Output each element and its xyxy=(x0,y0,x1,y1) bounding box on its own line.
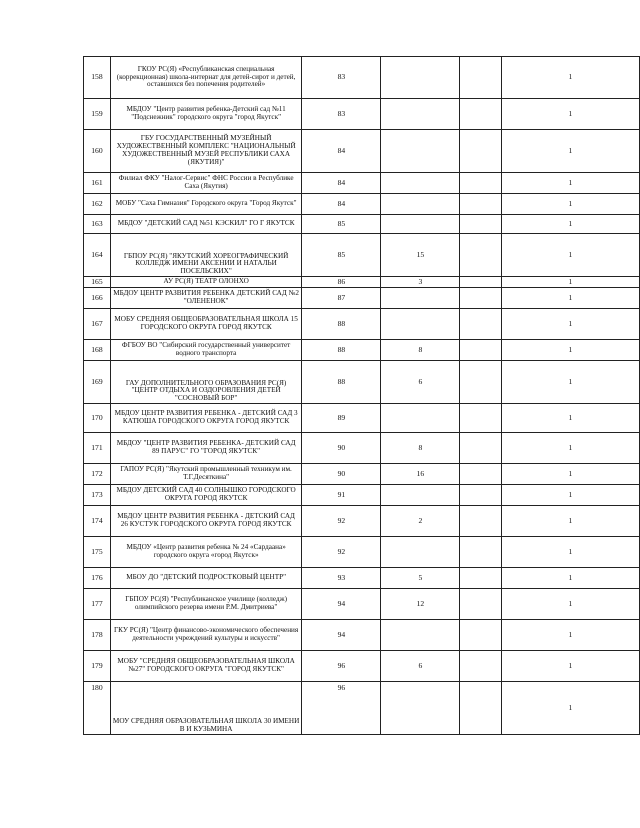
table-row xyxy=(84,277,640,288)
value-col-c xyxy=(460,485,501,506)
organization-name: МБОУ ДО "ДЕТСКИЙ ПОДРОСТКОВЫЙ ЦЕНТР" xyxy=(110,568,302,589)
table-row xyxy=(84,404,640,433)
organization-name: МБДОУ "ДЕТСКИЙ САД №51 КЭСКИЛ" ГО Г ЯКУТСК xyxy=(110,215,302,234)
value-col-a: 85 xyxy=(302,234,381,277)
value-col-d: 1 xyxy=(501,620,639,651)
value-col-b xyxy=(381,485,460,506)
table-row xyxy=(84,537,640,568)
value-col-a: 88 xyxy=(302,309,381,340)
value-col-c xyxy=(460,309,501,340)
value-col-b: 6 xyxy=(381,361,460,404)
value-col-a: 86 xyxy=(302,277,381,288)
value-col-d: 1 xyxy=(501,651,639,682)
row-number: 168 xyxy=(84,340,111,361)
table-row xyxy=(84,309,640,340)
row-number: 163 xyxy=(84,215,111,234)
value-col-a: 87 xyxy=(302,288,381,309)
row-number: 160 xyxy=(84,130,111,173)
organization-name: Филиал ФКУ "Налог-Сервис" ФНС России в Республике Саха (Якутия) xyxy=(110,173,302,194)
row-number: 179 xyxy=(84,651,111,682)
value-col-a: 93 xyxy=(302,568,381,589)
value-col-b xyxy=(381,215,460,234)
value-col-c xyxy=(460,651,501,682)
value-col-a: 84 xyxy=(302,194,381,215)
table-row xyxy=(84,288,640,309)
row-number: 176 xyxy=(84,568,111,589)
table-row xyxy=(84,589,640,620)
row-number: 173 xyxy=(84,485,111,506)
value-col-b: 5 xyxy=(381,568,460,589)
value-col-a: 83 xyxy=(302,57,381,99)
value-col-a: 91 xyxy=(302,485,381,506)
row-number: 174 xyxy=(84,506,111,537)
value-col-b xyxy=(381,194,460,215)
value-col-d: 1 xyxy=(501,433,639,464)
value-col-a: 92 xyxy=(302,537,381,568)
value-col-a: 88 xyxy=(302,361,381,404)
organization-name: МОБУ СРЕДНЯЯ ОБЩЕОБРАЗОВАТЕЛЬНАЯ ШКОЛА 15 ГОРОДСКОГО ОКРУГА ГОРОД ЯКУТСК xyxy=(110,309,302,340)
organization-name: ГБУ ГОСУДАРСТВЕННЫЙ МУЗЕЙНЫЙ ХУДОЖЕСТВЕННЫЙ КОМПЛЕКС "НАЦИОНАЛЬНЫЙ ХУДОЖЕСТВЕННЫЙ МУЗЕЙ РЕСПУБЛИКИ САХА (ЯКУТИЯ)" xyxy=(110,130,302,173)
row-number: 175 xyxy=(84,537,111,568)
row-number: 180 xyxy=(84,682,111,735)
value-col-a: 89 xyxy=(302,404,381,433)
value-col-d: 1 xyxy=(501,288,639,309)
value-col-c xyxy=(460,173,501,194)
table-row xyxy=(84,433,640,464)
value-col-c xyxy=(460,361,501,404)
table-row xyxy=(84,173,640,194)
value-col-a: 83 xyxy=(302,99,381,130)
organization-name: МОБУ "СРЕДНЯЯ ОБЩЕОБРАЗОВАТЕЛЬНАЯ ШКОЛА №27" ГОРОДСКОГО ОКРУГА "ГОРОД ЯКУТСК" xyxy=(110,651,302,682)
table-row xyxy=(84,57,640,99)
value-col-d: 1 xyxy=(501,173,639,194)
value-col-b xyxy=(381,682,460,735)
value-col-c xyxy=(460,130,501,173)
table-row xyxy=(84,651,640,682)
organization-name: ГКОУ РС(Я) «Республиканская специальная (коррекционная) школа-интернат для детей-сирот и детей, оставшихся без попечения родителей» xyxy=(110,57,302,99)
row-number: 172 xyxy=(84,464,111,485)
value-col-b xyxy=(381,620,460,651)
organization-name: МБДОУ ЦЕНТР РАЗВИТИЯ РЕБЕНКА - ДЕТСКИЙ САД 3 КАТЮША ГОРОДСКОГО ОКРУГА ГОРОД ЯКУТСК xyxy=(110,404,302,433)
value-col-b: 6 xyxy=(381,651,460,682)
value-col-b xyxy=(381,99,460,130)
row-number: 158 xyxy=(84,57,111,99)
row-number: 170 xyxy=(84,404,111,433)
value-col-c xyxy=(460,537,501,568)
value-col-b xyxy=(381,309,460,340)
table-row xyxy=(84,361,640,404)
organization-name: МБДОУ "ЦЕНТР РАЗВИТИЯ РЕБЕНКА- ДЕТСКИЙ САД 89 ПАРУС" ГО "ГОРОД ЯКУТСК" xyxy=(110,433,302,464)
value-col-b xyxy=(381,130,460,173)
value-col-b: 8 xyxy=(381,433,460,464)
organization-name: МБДОУ ЦЕНТР РАЗВИТИЯ РЕБЕНКА - ДЕТСКИЙ САД 26 КУСТУК ГОРОДСКОГО ОКРУГА ГОРОД ЯКУТСК xyxy=(110,506,302,537)
value-col-b xyxy=(381,173,460,194)
row-number: 164 xyxy=(84,234,111,277)
value-col-d: 1 xyxy=(501,464,639,485)
value-col-a: 84 xyxy=(302,130,381,173)
value-col-d: 1 xyxy=(501,215,639,234)
organization-name: ГКУ РС(Я) "Центр финансово-экономического обеспечения деятельности учреждений культуры и искусств" xyxy=(110,620,302,651)
value-col-c xyxy=(460,194,501,215)
value-col-c xyxy=(460,464,501,485)
value-col-d: 1 xyxy=(501,485,639,506)
value-col-a: 94 xyxy=(302,589,381,620)
value-col-c xyxy=(460,506,501,537)
row-number: 165 xyxy=(84,277,111,288)
value-col-d: 1 xyxy=(501,361,639,404)
organization-name: ГАУ ДОПОЛНИТЕЛЬНОГО ОБРАЗОВАНИЯ РС(Я) "ЦЕНТР ОТДЫХА И ОЗДОРОВЛЕНИЯ ДЕТЕЙ "СОСНОВЫЙ БОР" xyxy=(110,361,302,404)
table-row xyxy=(84,194,640,215)
organization-name: ФГБОУ ВО "Сибирский государственный университет водного транспорта xyxy=(110,340,302,361)
value-col-c xyxy=(460,340,501,361)
value-col-d: 1 xyxy=(501,537,639,568)
value-col-d: 1 xyxy=(501,234,639,277)
organization-name: МБДОУ «Центр развития ребенка № 24 «Сардаана» городского округа «город Якутск» xyxy=(110,537,302,568)
value-col-a: 94 xyxy=(302,620,381,651)
value-col-b: 16 xyxy=(381,464,460,485)
value-col-c xyxy=(460,234,501,277)
row-number: 167 xyxy=(84,309,111,340)
value-col-c xyxy=(460,433,501,464)
value-col-b xyxy=(381,537,460,568)
organization-name: МОБУ "Саха Гимназия" Городского округа "Город Якутск" xyxy=(110,194,302,215)
table-row xyxy=(84,234,640,277)
value-col-d: 1 xyxy=(501,309,639,340)
value-col-b: 2 xyxy=(381,506,460,537)
value-col-d: 1 xyxy=(501,57,639,99)
value-col-b xyxy=(381,404,460,433)
table-row xyxy=(84,506,640,537)
value-col-d: 1 xyxy=(501,194,639,215)
value-col-c xyxy=(460,620,501,651)
value-col-a: 92 xyxy=(302,506,381,537)
value-col-a: 90 xyxy=(302,433,381,464)
table-row xyxy=(84,99,640,130)
organization-name: ГБПОУ РС(Я) "ЯКУТСКИЙ ХОРЕОГРАФИЧЕСКИЙ КОЛЛЕДЖ ИМЕНИ АКСЕНИИ И НАТАЛЬИ ПОСЕЛЬСКИХ" xyxy=(110,234,302,277)
value-col-b: 15 xyxy=(381,234,460,277)
value-col-c xyxy=(460,57,501,99)
row-number: 177 xyxy=(84,589,111,620)
value-col-d: 1 xyxy=(501,682,639,735)
organization-name: ГАПОУ РС(Я) "Якутский промышленный техникум им. Т.Г.Десяткина" xyxy=(110,464,302,485)
value-col-a: 88 xyxy=(302,340,381,361)
value-col-a: 96 xyxy=(302,682,381,735)
organization-name: МОУ СРЕДНЯЯ ОБРАЗОВАТЕЛЬНАЯ ШКОЛА 30 ИМЕНИ В И КУЗЬМИНА xyxy=(110,682,302,735)
row-number: 161 xyxy=(84,173,111,194)
organization-name: МБДОУ ЦЕНТР РАЗВИТИЯ РЕБЕНКА ДЕТСКИЙ САД №2 "ОЛЕНЕНОК" xyxy=(110,288,302,309)
table-body xyxy=(84,57,640,735)
organization-name: ГБПОУ РС(Я) "Республиканское училище (колледж) олимпийского резерва имени Р.М. Дмитриева" xyxy=(110,589,302,620)
organization-name: МБДОУ ДЕТСКИЙ САД 40 СОЛНЫШКО ГОРОДСКОГО ОКРУГА ГОРОД ЯКУТСК xyxy=(110,485,302,506)
value-col-c xyxy=(460,215,501,234)
value-col-c xyxy=(460,288,501,309)
row-number: 159 xyxy=(84,99,111,130)
value-col-a: 84 xyxy=(302,173,381,194)
table-row xyxy=(84,485,640,506)
value-col-c xyxy=(460,99,501,130)
table-row xyxy=(84,464,640,485)
row-number: 166 xyxy=(84,288,111,309)
table-row xyxy=(84,620,640,651)
table-row xyxy=(84,340,640,361)
table-row xyxy=(84,130,640,173)
value-col-c xyxy=(460,589,501,620)
table-row xyxy=(84,568,640,589)
value-col-a: 90 xyxy=(302,464,381,485)
value-col-d: 1 xyxy=(501,130,639,173)
organizations-table xyxy=(83,56,640,735)
value-col-a: 96 xyxy=(302,651,381,682)
row-number: 171 xyxy=(84,433,111,464)
value-col-d: 1 xyxy=(501,568,639,589)
value-col-b: 8 xyxy=(381,340,460,361)
value-col-c xyxy=(460,404,501,433)
row-number: 169 xyxy=(84,361,111,404)
organization-name: АУ РС(Я) ТЕАТР ОЛОНХО xyxy=(110,277,302,288)
value-col-b: 3 xyxy=(381,277,460,288)
value-col-b xyxy=(381,288,460,309)
value-col-c xyxy=(460,682,501,735)
value-col-c xyxy=(460,568,501,589)
row-number: 178 xyxy=(84,620,111,651)
value-col-d: 1 xyxy=(501,404,639,433)
organization-name: МБДОУ "Центр развития ребенка-Детский сад №11 "Подснежник" городского округа "город Якутск" xyxy=(110,99,302,130)
row-number: 162 xyxy=(84,194,111,215)
value-col-d: 1 xyxy=(501,506,639,537)
table-row xyxy=(84,682,640,735)
value-col-b xyxy=(381,57,460,99)
value-col-b: 12 xyxy=(381,589,460,620)
value-col-d: 1 xyxy=(501,589,639,620)
table-row xyxy=(84,215,640,234)
value-col-d: 1 xyxy=(501,99,639,130)
value-col-c xyxy=(460,277,501,288)
value-col-d: 1 xyxy=(501,277,639,288)
value-col-d: 1 xyxy=(501,340,639,361)
value-col-a: 85 xyxy=(302,215,381,234)
